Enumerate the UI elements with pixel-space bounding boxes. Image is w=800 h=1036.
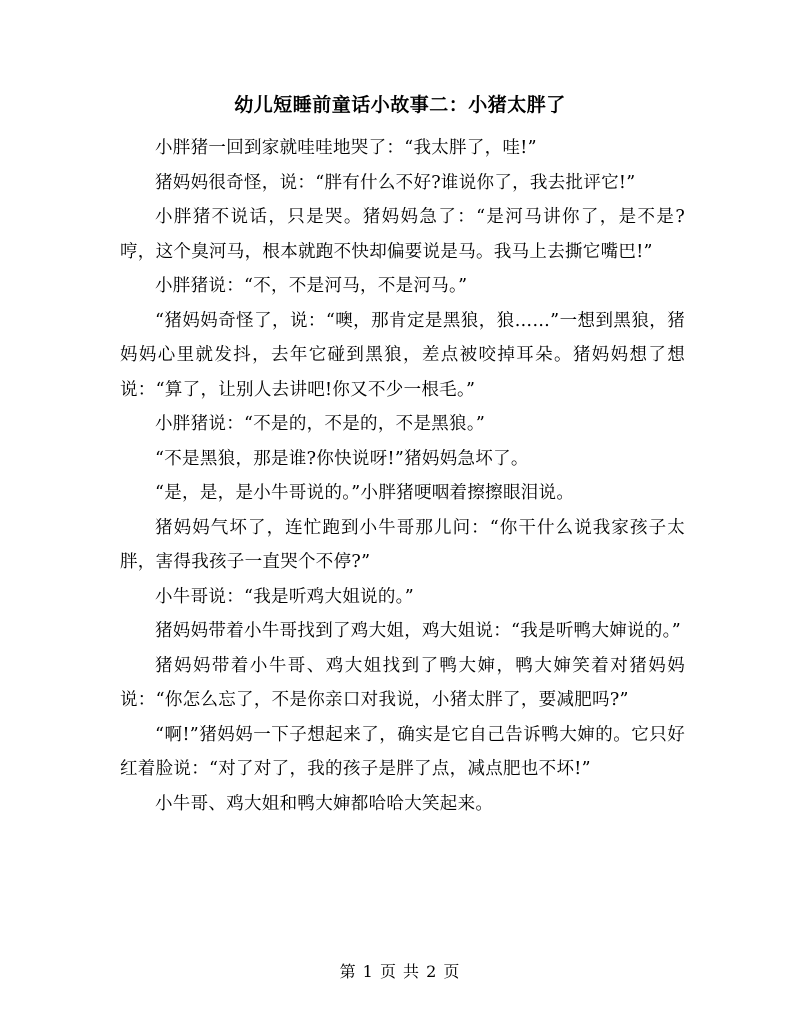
paragraph: 猪妈妈很奇怪，说：“胖有什么不好?谁说你了，我去批评它!” — [155, 172, 636, 193]
paragraph: 小牛哥说：“我是听鸡大姐说的。” — [155, 586, 414, 607]
story-body — [120, 131, 685, 821]
paragraph: 猪妈妈气坏了，连忙跑到小牛哥那儿问：“你干什么说我家孩子太胖，害得我孩子一直哭个不停?” — [120, 517, 685, 572]
paragraph: 猪妈妈带着小牛哥找到了鸡大姐，鸡大姐说：“我是听鸭大婶说的。” — [155, 621, 681, 641]
paragraph: 小胖猪不说话，只是哭。猪妈妈急了：“是河马讲你了，是不是?哼，这个臭河马，根本就跑不快却偏要说是马。我马上去撕它嘴巴!” — [120, 207, 685, 262]
paragraph: 小胖猪说：“不是的，不是的，不是黑狼。” — [155, 414, 486, 434]
paragraph: 猪妈妈带着小牛哥、鸡大姐找到了鸭大婶，鸭大婶笑着对猪妈妈说：“你怎么忘了，不是你亲口对我说，小猪太胖了，要减肥吗?” — [120, 655, 685, 710]
paragraph: 小胖猪说：“不，不是河马，不是河马。” — [155, 276, 468, 296]
page-title: 幼儿短睡前童话小故事二：小猪太胖了 — [234, 94, 566, 116]
paragraph: “猪妈妈奇怪了，说：“噢，那肯定是黑狼，狼……”一想到黑狼，猪妈妈心里就发抖，去年它碰到黑狼，差点被咬掉耳朵。猪妈妈想了想说：“算了，让别人去讲吧!你又不少一根毛。” — [120, 310, 685, 400]
page-number: 第 1 页 共 2 页 — [339, 962, 461, 981]
paragraph: “是，是，是小牛哥说的。”小胖猪哽咽着擦擦眼泪说。 — [155, 483, 575, 503]
paragraph: “不是黑狼，那是谁?你快说呀!”猪妈妈急坏了。 — [155, 448, 529, 469]
paragraph: 小牛哥、鸡大姐和鸭大婶都哈哈大笑起来。 — [155, 793, 494, 814]
paragraph: 小胖猪一回到家就哇哇地哭了：“我太胖了，哇!” — [155, 138, 537, 158]
paragraph: “啊!”猪妈妈一下子想起来了，确实是它自己告诉鸭大婶的。它只好红着脸说：“对了对了，我的孩子是胖了点，减点肥也不坏!” — [120, 724, 685, 779]
